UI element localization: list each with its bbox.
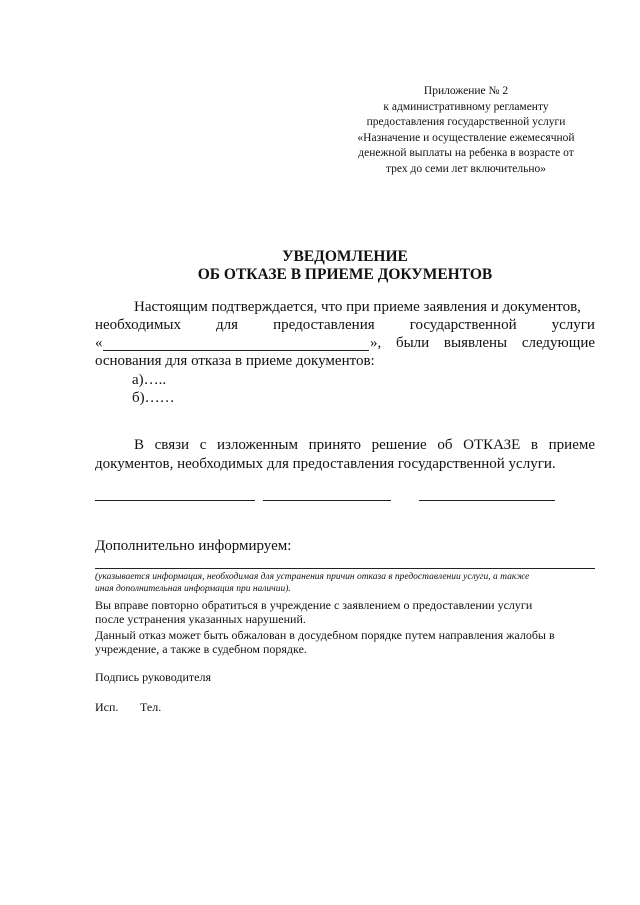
note-line: (указывается информация, необходимая для устранения причин отказа в предоставлении услуги, а также [95,572,530,582]
appendix-line: Приложение № 2 [423,85,509,97]
appendix-line: «Назначение и осуществление ежемесячной [357,131,575,144]
signature-label: Подпись руководителя [95,670,211,684]
additional-info-blank [95,568,595,569]
appendix-line: денежной выплаты на ребенка в возрасте от [358,147,574,159]
decision-line: В связи с изложенным принято решение об ОТКАЗЕ в приеме [134,437,595,453]
close-quote-text: », были выявлены следующие [370,335,595,351]
paragraph-line: Настоящим подтверждается, что при приеме заявления и документов, [134,299,581,315]
word: для [216,317,239,333]
service-name-blank [103,350,369,351]
document-subtitle: ОБ ОТКАЗЕ В ПРИЕМЕ ДОКУМЕНТОВ [197,266,493,283]
phone-label: Тел. [140,700,162,714]
word: предоставления [273,317,375,333]
word: государственной [409,317,517,333]
info-text-line: Данный отказ может быть обжалован в досудебном порядке путем направления жалобы в [95,628,555,642]
info-text-line: Вы вправе повторно обратиться в учреждение с заявлением о предоставлении услуги [95,598,533,612]
info-text-line: после устранения указанных нарушений. [95,612,306,626]
signature-blank-name [419,500,555,501]
signature-blank-position [95,500,255,501]
additional-heading: Дополнительно информируем: [95,538,292,554]
executor-label: Исп. [95,700,119,714]
appendix-block [330,84,602,177]
appendix-line: трех до семи лет включительно» [386,162,546,175]
info-text-line: учреждение, а также в судебном порядке. [95,642,307,656]
justified-line [95,317,595,334]
list-item-a: а)….. [132,372,167,388]
document-title: УВЕДОМЛЕНИЕ [282,248,408,265]
decision-line: документов, необходимых для предоставления государственной услуги. [95,456,556,472]
note-line: иная дополнительная информация при наличии). [95,584,291,594]
open-quote: « [95,335,103,351]
paragraph-line: основания для отказа в приеме документов: [95,353,375,369]
word: необходимых [95,317,181,333]
appendix-line: предоставления государственной услуги [366,116,566,128]
list-item-b: б)…… [132,390,175,406]
appendix-line: к административному регламенту [383,100,549,113]
word: услуги [551,317,595,333]
signature-blank-sign [263,500,391,501]
